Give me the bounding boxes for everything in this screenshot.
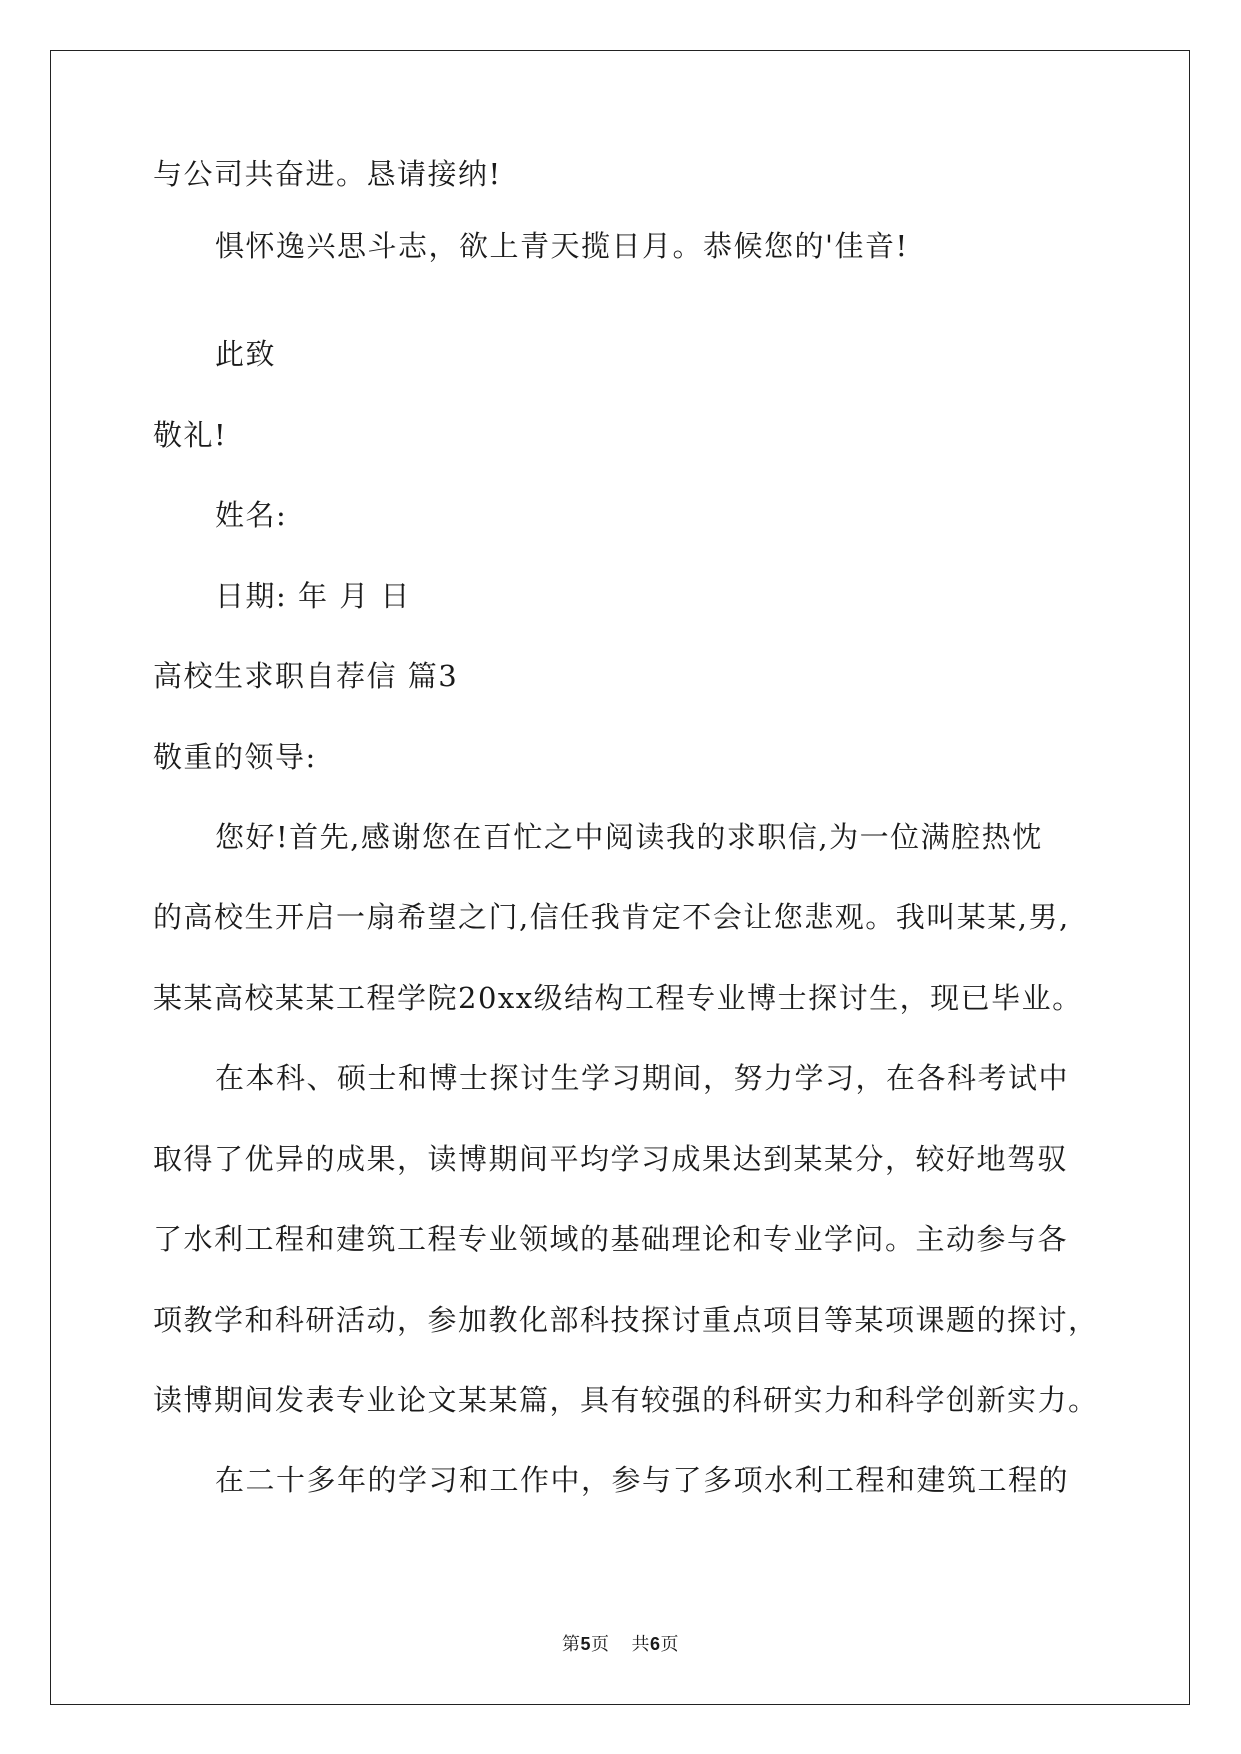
page-number: 5	[580, 1634, 591, 1654]
salutation: 敬重的领导:	[153, 740, 317, 774]
text-line: 项教学和科研活动，参加教化部科技探讨重点项目等某项课题的探讨，	[153, 1303, 1099, 1337]
text-line: 惧怀逸兴思斗志，欲上青天揽日月。恭候您的'佳音!	[215, 229, 909, 263]
section-heading: 高校生求职自荐信 篇3	[153, 659, 459, 693]
text-line: 的高校生开启一扇希望之门,信任我肯定不会让您悲观。我叫某某,男,	[153, 900, 1070, 934]
text-line: 在二十多年的学习和工作中，参与了多项水利工程和建筑工程的	[215, 1463, 1070, 1497]
page-suffix: 页	[591, 1634, 610, 1655]
text-line: 某某高校某某工程学院20xx级结构工程专业博士探讨生，现已毕业。	[153, 981, 1083, 1015]
text-line: 了水利工程和建筑工程专业领域的基础理论和专业学问。主动参与各	[153, 1222, 1069, 1256]
page-border	[50, 50, 1190, 1705]
page-prefix: 第	[561, 1634, 581, 1655]
text-line: 敬礼!	[153, 418, 228, 452]
page-footer	[0, 1633, 1241, 1656]
text-line: 此致	[215, 337, 277, 371]
text-line: 在本科、硕士和博士探讨生学习期间，努力学习，在各科考试中	[215, 1061, 1070, 1095]
text-line: 姓名:	[215, 498, 288, 532]
total-suffix: 页	[660, 1634, 680, 1655]
text-line: 您好!首先,感谢您在百忙之中阅读我的求职信,为一位满腔热忱	[215, 820, 1043, 854]
text-line: 读博期间发表专业论文某某篇，具有较强的科研实力和科学创新实力。	[153, 1383, 1099, 1417]
total-prefix: 共	[631, 1634, 650, 1655]
text-line: 取得了优异的成果，读博期间平均学习成果达到某某分，较好地驾驭	[153, 1142, 1069, 1176]
text-line: 日期: 年 月 日	[215, 579, 411, 613]
total-pages: 6	[650, 1634, 661, 1654]
text-line: 与公司共奋进。恳请接纳!	[153, 157, 502, 191]
